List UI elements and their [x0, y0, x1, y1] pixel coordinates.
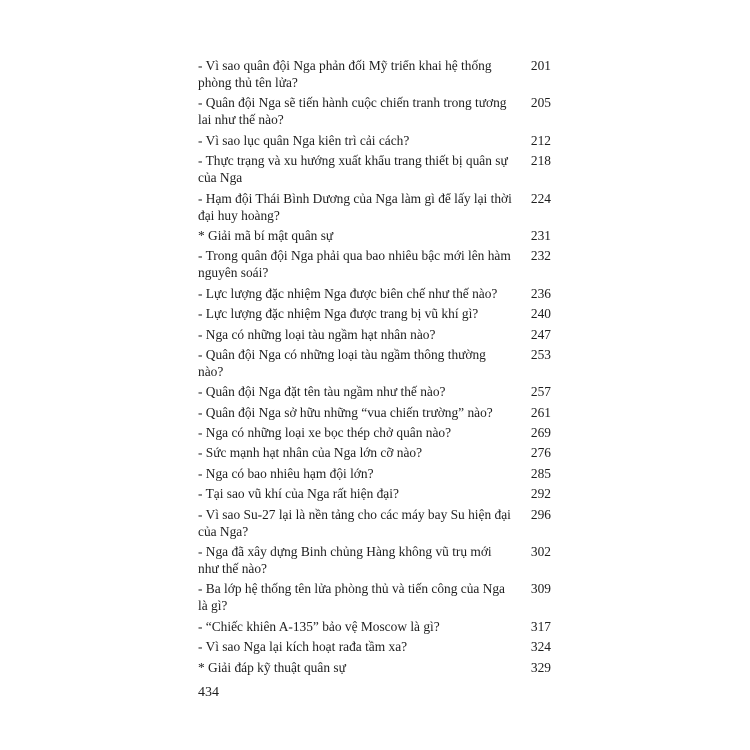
- toc-entry-title: * Giải mã bí mật quân sự: [198, 227, 334, 243]
- toc-entry: [198, 465, 551, 482]
- toc-entry-page-number: 329: [530, 659, 551, 675]
- toc-entry-title: - Lực lượng đặc nhiệm Nga được trang bị vũ khí gì?: [198, 306, 479, 322]
- toc-entry: [198, 638, 551, 655]
- toc-entry: [198, 326, 551, 343]
- toc-entry-page-number: 224: [530, 190, 551, 206]
- toc-entry-title: - Vì sao quân đội Nga phản đối Mỹ triển khai hệ thống phòng thủ tên lửa?: [198, 58, 492, 90]
- toc-entry: [198, 485, 551, 502]
- toc-entry: [198, 506, 551, 540]
- toc-entry-title: - Vì sao Nga lại kích hoạt rađa tầm xa?: [198, 639, 408, 655]
- toc-entry-page-number: 231: [530, 227, 551, 243]
- toc-entry: [198, 247, 551, 281]
- toc-entry-title: - Vì sao lục quân Nga kiên trì cải cách?: [198, 132, 410, 148]
- toc-entry-page-number: 296: [530, 506, 551, 522]
- toc-entry-page-number: 292: [530, 486, 551, 502]
- toc-entry-page-number: 257: [530, 384, 551, 400]
- toc-entry-page-number: 309: [530, 581, 551, 597]
- toc-entry-title: - Nga có những loại tàu ngầm hạt nhân nào?: [198, 326, 436, 342]
- toc-entry-page-number: 253: [530, 346, 551, 362]
- toc-entry-title: - Nga có bao nhiêu hạm đội lớn?: [198, 465, 374, 481]
- toc-entry: [198, 94, 551, 128]
- toc-entry-page-number: 240: [530, 306, 551, 322]
- toc-entry: [198, 285, 551, 302]
- toc-entry-title: * Giải đáp kỹ thuật quân sự: [198, 659, 346, 675]
- toc-entry-page-number: 324: [530, 639, 551, 655]
- toc-entry: [198, 404, 551, 421]
- toc-entry: [198, 659, 551, 676]
- toc-entry-title: - Thực trạng và xu hướng xuất khẩu trang thiết bị quân sự của Nga: [198, 153, 508, 186]
- page-number: 434: [198, 685, 219, 700]
- toc-entry-title: - Nga có những loại xe bọc thép chở quân nào?: [198, 425, 452, 441]
- toc-entry-page-number: 205: [530, 95, 551, 111]
- toc-entry-page-number: 285: [530, 465, 551, 481]
- toc-entry-title: - “Chiếc khiên A-135” bảo vệ Moscow là gì?: [198, 618, 440, 634]
- toc-entry: [198, 444, 551, 461]
- toc-entry-title: - Quân đội Nga sở hữu những “vua chiến trường” nào?: [198, 404, 493, 420]
- toc-entry-page-number: 269: [530, 425, 551, 441]
- toc-entry-title: - Vì sao Su-27 lại là nền tảng cho các máy bay Su hiện đại của Nga?: [198, 506, 511, 539]
- toc-entry: [198, 57, 551, 91]
- toc-entry-title: - Lực lượng đặc nhiệm Nga được biên chế như thế nào?: [198, 285, 498, 301]
- table-of-contents: [198, 57, 551, 679]
- toc-entry-title: - Sức mạnh hạt nhân của Nga lớn cỡ nào?: [198, 445, 423, 461]
- toc-entry-title: - Quân đội Nga đặt tên tàu ngầm như thế nào?: [198, 384, 446, 400]
- toc-entry: [198, 424, 551, 441]
- toc-entry-page-number: 212: [530, 132, 551, 148]
- toc-entry-page-number: 317: [530, 618, 551, 634]
- toc-entry: [198, 227, 551, 244]
- toc-entry: [198, 618, 551, 635]
- toc-entry-page-number: 201: [530, 58, 551, 73]
- toc-entry: [198, 305, 551, 322]
- toc-entry-title: - Trong quân đội Nga phải qua bao nhiêu bậc mới lên hàm nguyên soái?: [198, 248, 511, 281]
- toc-entry-page-number: 276: [530, 445, 551, 461]
- toc-entry: [198, 190, 551, 224]
- toc-entry: [198, 152, 551, 186]
- toc-entry-title: - Nga đã xây dựng Binh chủng Hàng không vũ trụ mới như thế nào?: [198, 544, 492, 577]
- toc-entry-page-number: 232: [530, 248, 551, 264]
- toc-entry-title: - Quân đội Nga sẽ tiến hành cuộc chiến tranh trong tương lai như thế nào?: [198, 95, 507, 128]
- toc-entry-page-number: 302: [530, 544, 551, 560]
- toc-entry-page-number: 261: [530, 404, 551, 420]
- toc-entry-title: - Tại sao vũ khí của Nga rất hiện đại?: [198, 486, 399, 502]
- toc-entry-page-number: 247: [530, 326, 551, 342]
- toc-entry: [198, 580, 551, 614]
- toc-entry: [198, 383, 551, 400]
- toc-entry: [198, 132, 551, 149]
- toc-entry: [198, 346, 551, 380]
- toc-entry-title: - Quân đội Nga có những loại tàu ngầm thông thường nào?: [198, 346, 486, 379]
- toc-entry-title: - Ba lớp hệ thống tên lửa phòng thủ và tiến công của Nga là gì?: [198, 581, 505, 614]
- toc-entry-page-number: 236: [530, 285, 551, 301]
- toc-entry-page-number: 218: [530, 153, 551, 169]
- toc-entry: [198, 543, 551, 577]
- toc-entry-title: - Hạm đội Thái Bình Dương của Nga làm gì để lấy lại thời đại huy hoàng?: [198, 190, 512, 223]
